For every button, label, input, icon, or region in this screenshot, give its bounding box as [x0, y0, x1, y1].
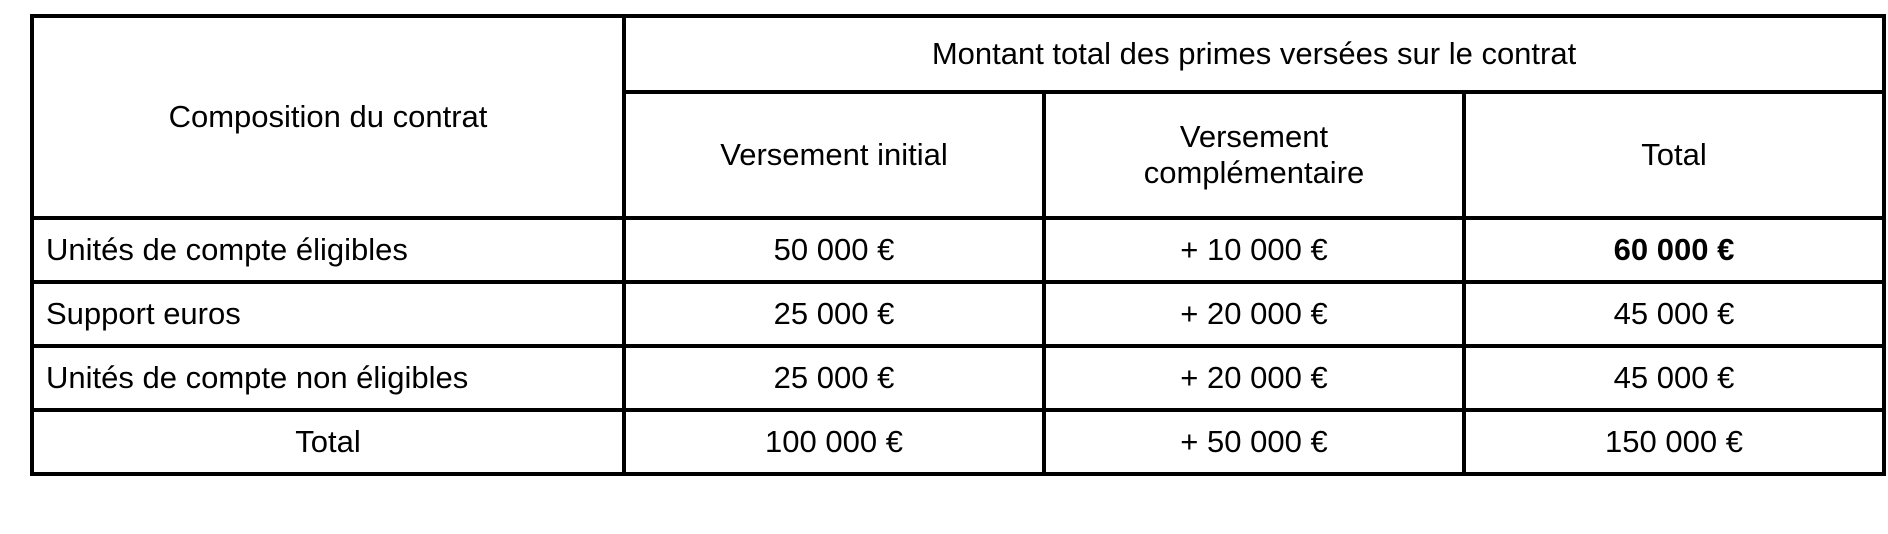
- header-complementary-line2: complémentaire: [1143, 155, 1365, 190]
- header-initial: Versement initial: [624, 92, 1044, 218]
- cell-initial: 50 000 €: [624, 218, 1044, 282]
- cell-complementary: + 50 000 €: [1044, 410, 1464, 474]
- cell-total: 45 000 €: [1464, 282, 1884, 346]
- cell-initial: 25 000 €: [624, 346, 1044, 410]
- cell-complementary: + 10 000 €: [1044, 218, 1464, 282]
- cell-complementary: + 20 000 €: [1044, 346, 1464, 410]
- row-label: Unités de compte éligibles: [32, 218, 624, 282]
- header-total: Total: [1464, 92, 1884, 218]
- header-composition: Composition du contrat: [32, 16, 624, 218]
- cell-complementary: + 20 000 €: [1044, 282, 1464, 346]
- table-row: [32, 346, 1884, 410]
- header-group: Montant total des primes versées sur le contrat: [624, 16, 1884, 92]
- cell-total: 60 000 €: [1464, 218, 1884, 282]
- header-complementary: [1044, 92, 1464, 218]
- table-row: [32, 218, 1884, 282]
- row-label-total: Total: [32, 410, 624, 474]
- cell-total: 45 000 €: [1464, 346, 1884, 410]
- cell-total: 150 000 €: [1464, 410, 1884, 474]
- header-complementary-line1: Versement: [1179, 119, 1329, 154]
- table-row-total: [32, 410, 1884, 474]
- table-wrapper: [30, 14, 1886, 476]
- cell-initial: 25 000 €: [624, 282, 1044, 346]
- cell-initial: 100 000 €: [624, 410, 1044, 474]
- premiums-table: [30, 14, 1886, 476]
- row-label: Unités de compte non éligibles: [32, 346, 624, 410]
- row-label: Support euros: [32, 282, 624, 346]
- table-row: [32, 282, 1884, 346]
- header-row-top: [32, 16, 1884, 92]
